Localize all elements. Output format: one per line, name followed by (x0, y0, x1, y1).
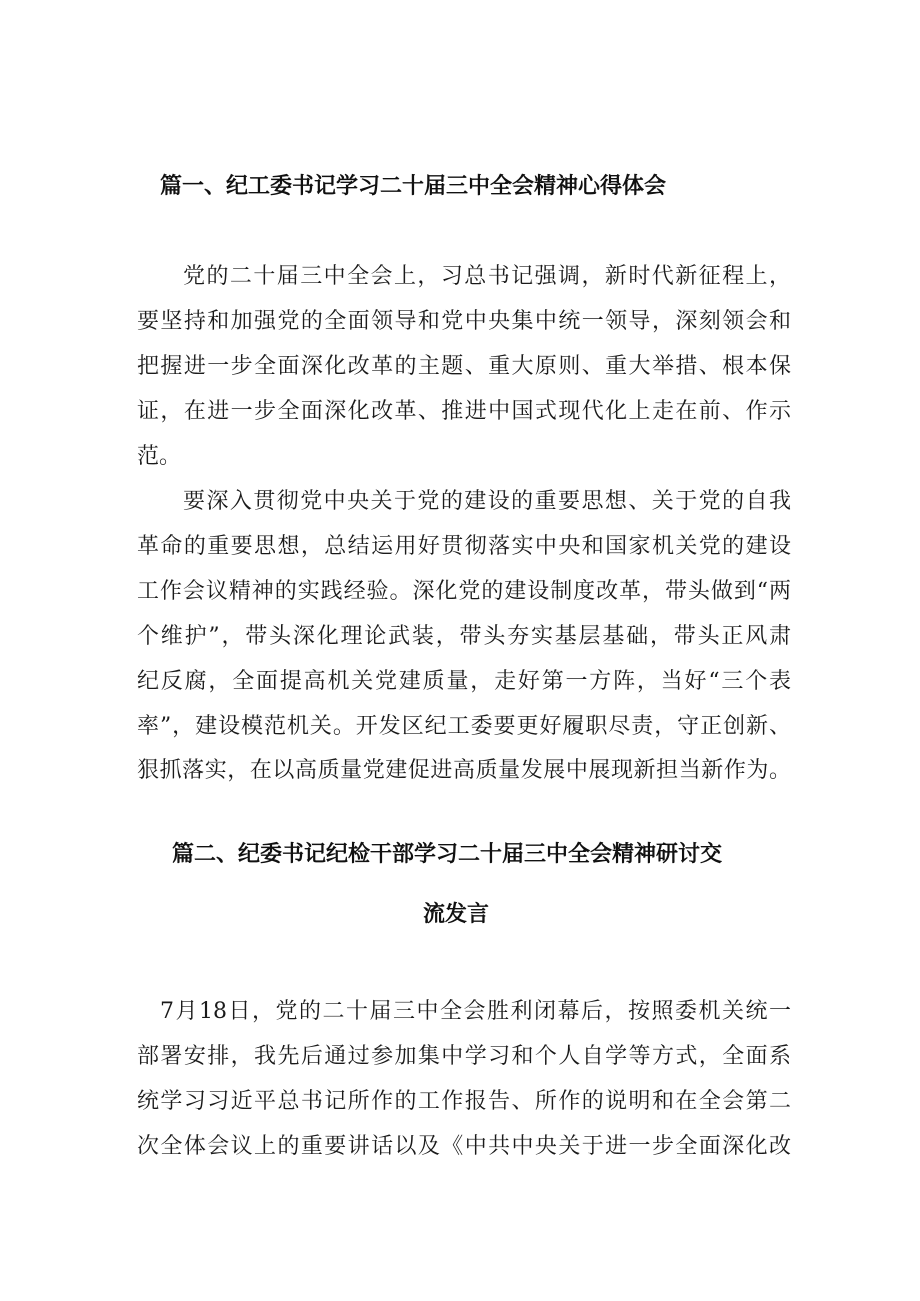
section2-p1-line3: 统学习习近平总书记所作的工作报告、所作的说明和在全会第二 (137, 1089, 791, 1114)
section1-p1-line5: 范。 (137, 444, 182, 469)
section2-title-line1: 篇二、纪委书记纪检干部学习二十届三中全会精神研讨交 (172, 842, 723, 867)
section1-p2-line7: 狠抓落实，在以高质量党建促进高质量发展中展现新担当新作为。 (137, 758, 791, 783)
section2-p1-line2: 部署安排，我先后通过参加集中学习和个人自学等方式，全面系 (137, 1044, 791, 1069)
section1-p2-line3: 工作会议精神的实践经验。深化党的建设制度改革，带头做到“两 (137, 579, 791, 604)
section1-p2-line5: 纪反腐，全面提高机关党建质量，走好第一方阵，当好“三个表 (137, 669, 791, 694)
section1-p2-line2: 革命的重要思想，总结运用好贯彻落实中央和国家机关党的建设 (137, 534, 791, 559)
section2-title-line2: 流发言 (423, 902, 490, 927)
section2-p1-line4: 次全体会议上的重要讲话以及《中共中央关于进一步全面深化改 (137, 1134, 791, 1159)
section1-p1-line1: 党的二十届三中全会上，习总书记强调，新时代新征程上， (183, 264, 791, 289)
section1-p1-line4: 证，在进一步全面深化改革、推进中国式现代化上走在前、作示 (137, 399, 791, 424)
section1-p2-line1: 要深入贯彻党中央关于党的建设的重要思想、关于党的自我 (183, 489, 791, 514)
section1-p2-line6: 率”，建设模范机关。开发区纪工委要更好履职尽责，守正创新、 (137, 714, 791, 739)
section1-p2-line4: 个维护”，带头深化理论武装，带头夯实基层基础，带头正风肃 (137, 624, 791, 649)
section2-p1-line1: 7月18日，党的二十届三中全会胜利闭幕后，按照委机关统一 (160, 999, 791, 1024)
section1-p1-line3: 把握进一步全面深化改革的主题、重大原则、重大举措、根本保 (137, 354, 791, 379)
section1-p1-line2: 要坚持和加强党的全面领导和党中央集中统一领导，深刻领会和 (137, 309, 791, 334)
section1-title: 篇一、纪工委书记学习二十届三中全会精神心得体会 (160, 174, 667, 199)
